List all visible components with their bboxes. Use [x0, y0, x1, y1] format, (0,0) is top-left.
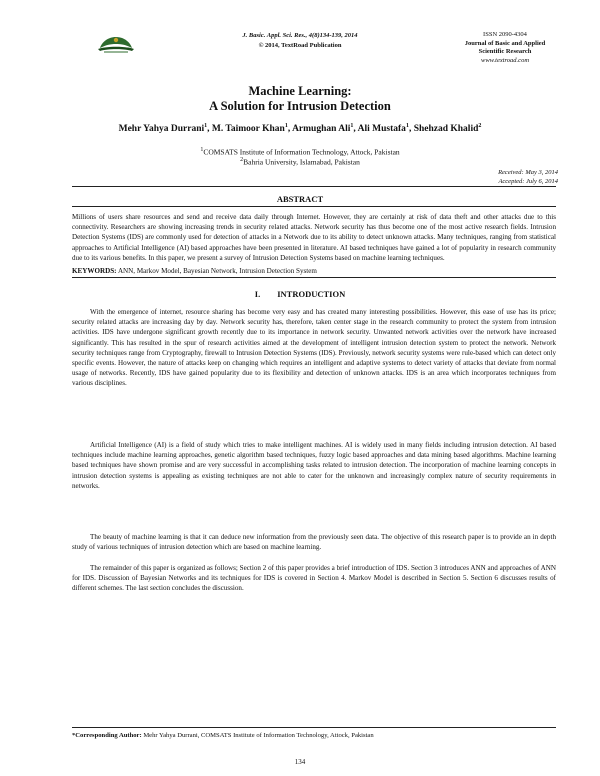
footnote-label: *Corresponding Author:	[72, 732, 142, 739]
affiliation-1: $^1$COMSATS Institute of Information Technology, Attock, Pakistan	[200, 147, 400, 157]
footnote-rule	[72, 727, 556, 728]
page-number: 134	[294, 758, 306, 766]
journal-citation: J. Basic. Appl. Sci. Res., 4(8)134-139, 2014	[242, 32, 358, 39]
author: Armughan Ali$^1$,	[292, 123, 358, 135]
journal-website[interactable]: www.textroad.com	[480, 56, 530, 64]
keywords-line	[72, 266, 556, 276]
abstract-text: Millions of users share resources and send and receive data daily through Internet. However, they are certainly at risk of data theft and other attacks due to this connectivity. Researchers are showing increasing trends in security related attacks. Network security has thus become one of the most active research fields. Intrusion Detection Systems (IDS) are commonly used for detection of attacks in a Network due to its ability to detect unknown attacks. Many techniques, ranging from statistical approaches to Artificial Intelligence (AI) based approaches have been presented in literature. AI based techniques have gained a lot of popularity in research community due to its various benefits. In this paper, we present a survey of Intrusion Detection Systems based on machine learning techniques.	[72, 213, 556, 262]
intro-paragraph-3: The beauty of machine learning is that it can deduce new information from the previously seen data. The objective of this research paper is to provide an in depth study of various techniques of intrusion detection which are based on machine learning.	[72, 533, 556, 552]
affiliation-2: $^2$Bahria University, Islamabad, Pakistan	[240, 157, 360, 167]
author: M. Taimoor Khan$^1$,	[211, 123, 293, 135]
introduction-heading: I. INTRODUCTION	[254, 289, 346, 299]
accepted-date: Accepted: July 6, 2014	[498, 177, 558, 185]
journal-header	[200, 31, 400, 51]
intro-paragraph-4: The remainder of this paper is organized as follows; Section 2 of this paper provides a brief introduction of IDS. Section 3 introduces ANN and approaches of ANN for IDS. Discussion of Bayesian Networks and its techniques for IDS is covered in Section 4. Markov Model is described in Section 5. Section 6 discusses results of different schemes. The last section concludes the discussion.	[72, 564, 556, 593]
abstract-bottom-rule	[72, 277, 556, 278]
author: Shehzad Khalid$^2$	[413, 123, 482, 135]
publisher-logo	[92, 33, 140, 55]
paper-title-line2: A Solution for Intrusion Detection	[209, 99, 391, 113]
paper-title-line1: Machine Learning:	[248, 84, 352, 98]
author: Mehr Yahya Durrani$^1$,	[118, 123, 212, 135]
intro-paragraph-1: With the emergence of internet, resource sharing has become very easy and has created many interesting possibilities. However, this ease of use has its price; security related attacks are increasing day by day. Network security has, therefore, taken center stage in the research community to protect the system from intrusion activities. IDS have undergone significant growth recently due to its importance in network security. Unwanted network activities over the network have increased significantly. This has resulted in the spur of research activities aimed at the development of intelligent intrusion detection system to protect the network. Network security techniques range from Cryptography, firewall to Intrusion Detection Systems (IDS). Previously, network security systems were rule-based which can detect only specific events. However, the nature of attacks keep on changing which requires an intelligent and adaptive systems to detect variety of attacks that deviate from normal usage of networks. Recently, IDS have gained popularity due to its flexibility and detection of unknown attacks. IDS is an area which incorporates techniques from various disciplines.	[72, 308, 556, 388]
journal-info	[430, 31, 580, 65]
author: Ali Mustafa$^1$,	[357, 123, 414, 135]
copyright-line: © 2014, TextRoad Publication	[258, 42, 342, 49]
received-date: Received: May 3, 2014	[498, 169, 558, 176]
abstract-heading: ABSTRACT	[276, 194, 324, 204]
keywords-label: KEYWORDS:	[72, 267, 117, 275]
journal-name-line1: Journal of Basic and Applied	[464, 39, 546, 47]
author-list	[40, 123, 560, 134]
keywords: ANN, Markov Model, Bayesian Network, Intrusion Detection System	[117, 267, 317, 275]
footnote-text: Mehr Yahya Durrani, COMSATS Institute of Information Technology, Attock, Pakistan	[141, 732, 374, 739]
issn: ISSN 2090-4304	[483, 31, 527, 38]
intro-paragraph-2: Artificial Intelligence (AI) is a field of study which tries to make intelligent machines. AI is widely used in many fields including intrusion detection. AI based techniques include machine learning approaches, genetic algorithm based techniques, fuzzy logic based approaches and data mining based algorithms. Machine learning based techniques have shown promise and are very successful in accomplishing tasks related to intrusion detection. The incorporation of machine learning concepts in intrusion detection systems is appealing as existing techniques are not able to cater for the unknown and increasingly complex nature of security requirements in networks.	[72, 441, 556, 490]
journal-name-line2: Scientific Research	[478, 48, 532, 55]
abstract-heading-rule	[72, 206, 556, 207]
corresponding-author-footnote	[72, 731, 556, 740]
abstract-top-rule	[72, 186, 556, 187]
